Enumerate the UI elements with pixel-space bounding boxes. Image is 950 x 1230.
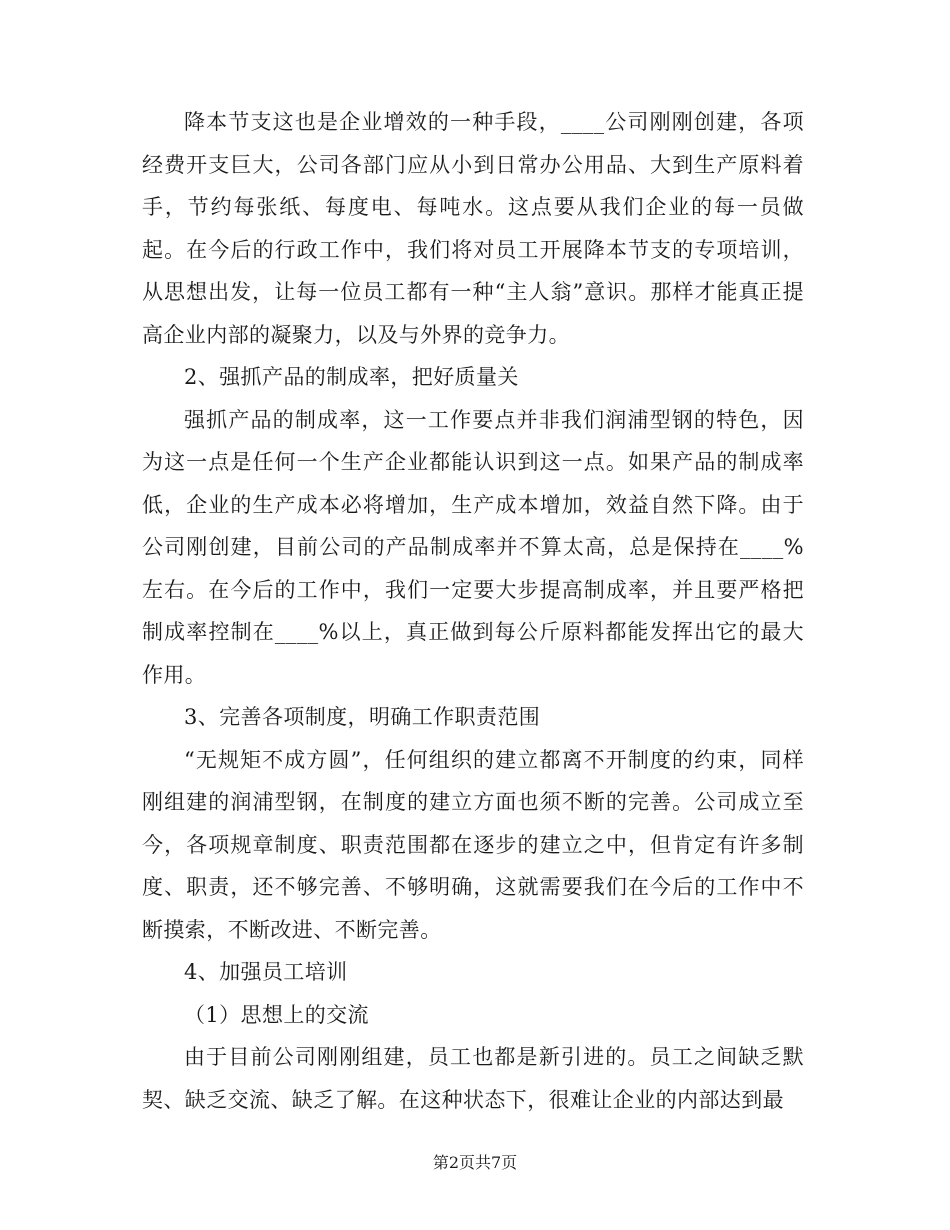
section-heading-3: 3、完善各项制度，明确工作职责范围 <box>184 705 541 729</box>
page-number-footer: 第2页共7页 <box>432 1153 518 1172</box>
paragraph-communication: 由于目前公司刚刚组建，员工也都是新引进的。员工之间缺乏默契、缺乏交流、缺乏了解。在这种状态下，很难让企业的内部达到最 <box>142 1045 804 1112</box>
subsection-heading-1: （1）思想上的交流 <box>184 1002 369 1027</box>
paragraph-regulations: “无规矩不成方圆”，任何组织的建立都离不开制度的约束，同样刚组建的润浦型钢，在制度的建立方面也须不断的完善。公司成立至今，各项规章制度、职责范围都在逐步的建立之中，但肯定有许多制度、职责，还不够完善、不够明确，这就需要我们在今后的工作中不断摸索，不断改进、不断完善。 <box>142 747 804 942</box>
document-body <box>142 101 804 1121</box>
section-heading-4: 4、加强员工培训 <box>184 960 348 984</box>
paragraph-yield-rate: 强抓产品的制成率，这一工作要点并非我们润浦型钢的特色，因为这一点是任何一个生产企业都能认识到这一点。如果产品的制成率低，企业的生产成本必将增加，生产成本增加，效益自然下降。由于公司刚创建，目前公司的产品制成率并不算太高，总是保持在____%左右。在今后的工作中，我们一定要大步提高制成率，并且要严格把制成率控制在____%以上，真正做到每公斤原料都能发挥出它的最大作用。 <box>142 407 804 687</box>
section-heading-2: 2、强抓产品的制成率，把好质量关 <box>184 365 519 389</box>
paragraph-cost-saving: 降本节支这也是企业增效的一种手段，____公司刚刚创建，各项经费开支巨大，公司各部门应从小到日常办公用品、大到生产原料着手，节约每张纸、每度电、每吨水。这点要从我们企业的每一员做起。在今后的行政工作中，我们将对员工开展降本节支的专项培训，从思想出发，让每一位员工都有一种“主人翁”意识。那样才能真正提高企业内部的凝聚力，以及与外界的竞争力。 <box>142 110 804 347</box>
